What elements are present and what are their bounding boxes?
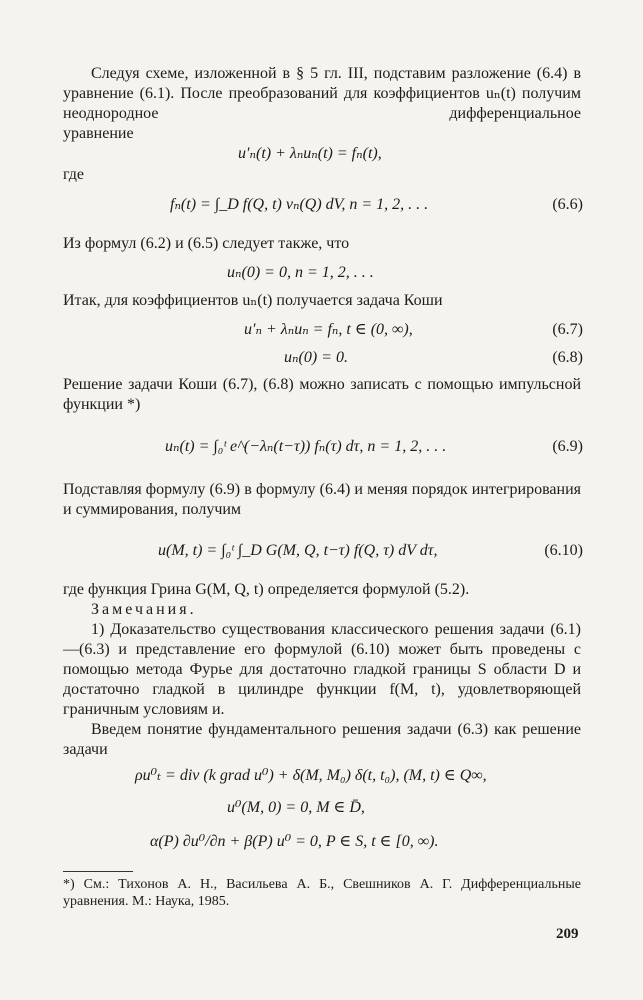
equation-number-6-9: (6.9) xyxy=(552,438,583,455)
paragraph-intro: Следуя схеме, изложенной в § 5 гл. III, подставим разложение (6.4) в уравнение (6.1). После преобразований для коэффициентов uₙ(t) получим неоднородное дифференциальное xyxy=(63,65,581,122)
remarks-heading: Замечания. xyxy=(91,601,197,618)
paragraph-intro-tail: уравнение xyxy=(63,125,134,142)
text-substituting: Подставляя формулу (6.9) в формулу (6.4) и меняя порядок интегрирования и суммирования, получим xyxy=(63,481,581,518)
equation-fundamental-2: u⁰(M, 0) = 0, M ∈ D̄, xyxy=(227,799,365,816)
text-solution: Решение задачи Коши (6.7), (6.8) можно записать с помощью импульсной функции *) xyxy=(63,376,581,413)
word-where: где xyxy=(63,166,85,183)
equation-fundamental-3: α(P) ∂u⁰/∂n + β(P) u⁰ = 0, P ∈ S, t ∈ [0, ∞). xyxy=(150,833,439,850)
equation-initial: uₙ(0) = 0, n = 1, 2, . . . xyxy=(227,264,374,281)
equation-number-6-6: (6.6) xyxy=(552,196,583,213)
equation-number-6-8: (6.8) xyxy=(552,349,583,366)
equation-fundamental-1: ρu⁰ₜ = div (k grad u⁰) + δ(M, M₀) δ(t, t₀), (M, t) ∈ Q∞, xyxy=(135,767,487,784)
page-number: 209 xyxy=(556,926,579,942)
footnote: *) См.: Тихонов А. Н., Васильева А. Б., Свешников А. Г. Дифференциальные уравнения. М.: Наука, 1985. xyxy=(63,877,581,909)
remark-1: 1) Доказательство существования классического решения задачи (6.1)—(6.3) и представление его формулой (6.10) может быть проведены с помощью метода Фурье для достаточно гладкой границы S области D и достаточно гладкой в цилиндре функции f(M, t), удовлетворяющей граничным условиям и. xyxy=(63,621,581,718)
equation-ode: u′ₙ(t) + λₙuₙ(t) = fₙ(t), xyxy=(238,145,382,162)
equation-6-6: fₙ(t) = ∫_D f(Q, t) vₙ(Q) dV, n = 1, 2, . . . xyxy=(170,196,429,213)
text-from-formulas: Из формул (6.2) и (6.5) следует также, что xyxy=(63,235,350,252)
equation-number-6-10: (6.10) xyxy=(544,542,583,559)
equation-6-8: uₙ(0) = 0. xyxy=(284,349,348,366)
text-green-function: где функция Грина G(M, Q, t) определяется формулой (5.2). xyxy=(63,581,470,598)
remark-2: Введем понятие фундаментального решения задачи (6.3) как решение задачи xyxy=(63,721,581,758)
footnote-rule xyxy=(63,871,133,872)
equation-6-9: uₙ(t) = ∫₀ᵗ e^(−λₙ(t−τ)) fₙ(τ) dτ, n = 1, 2, . . . xyxy=(165,438,447,455)
text-cauchy: Итак, для коэффициентов uₙ(t) получается задача Коши xyxy=(63,292,443,309)
equation-number-6-7: (6.7) xyxy=(552,321,583,338)
equation-6-7: u′ₙ + λₙuₙ = fₙ, t ∈ (0, ∞), xyxy=(244,321,413,338)
equation-6-10: u(M, t) = ∫₀ᵗ ∫_D G(M, Q, t−τ) f(Q, τ) dV dτ, xyxy=(158,542,438,559)
